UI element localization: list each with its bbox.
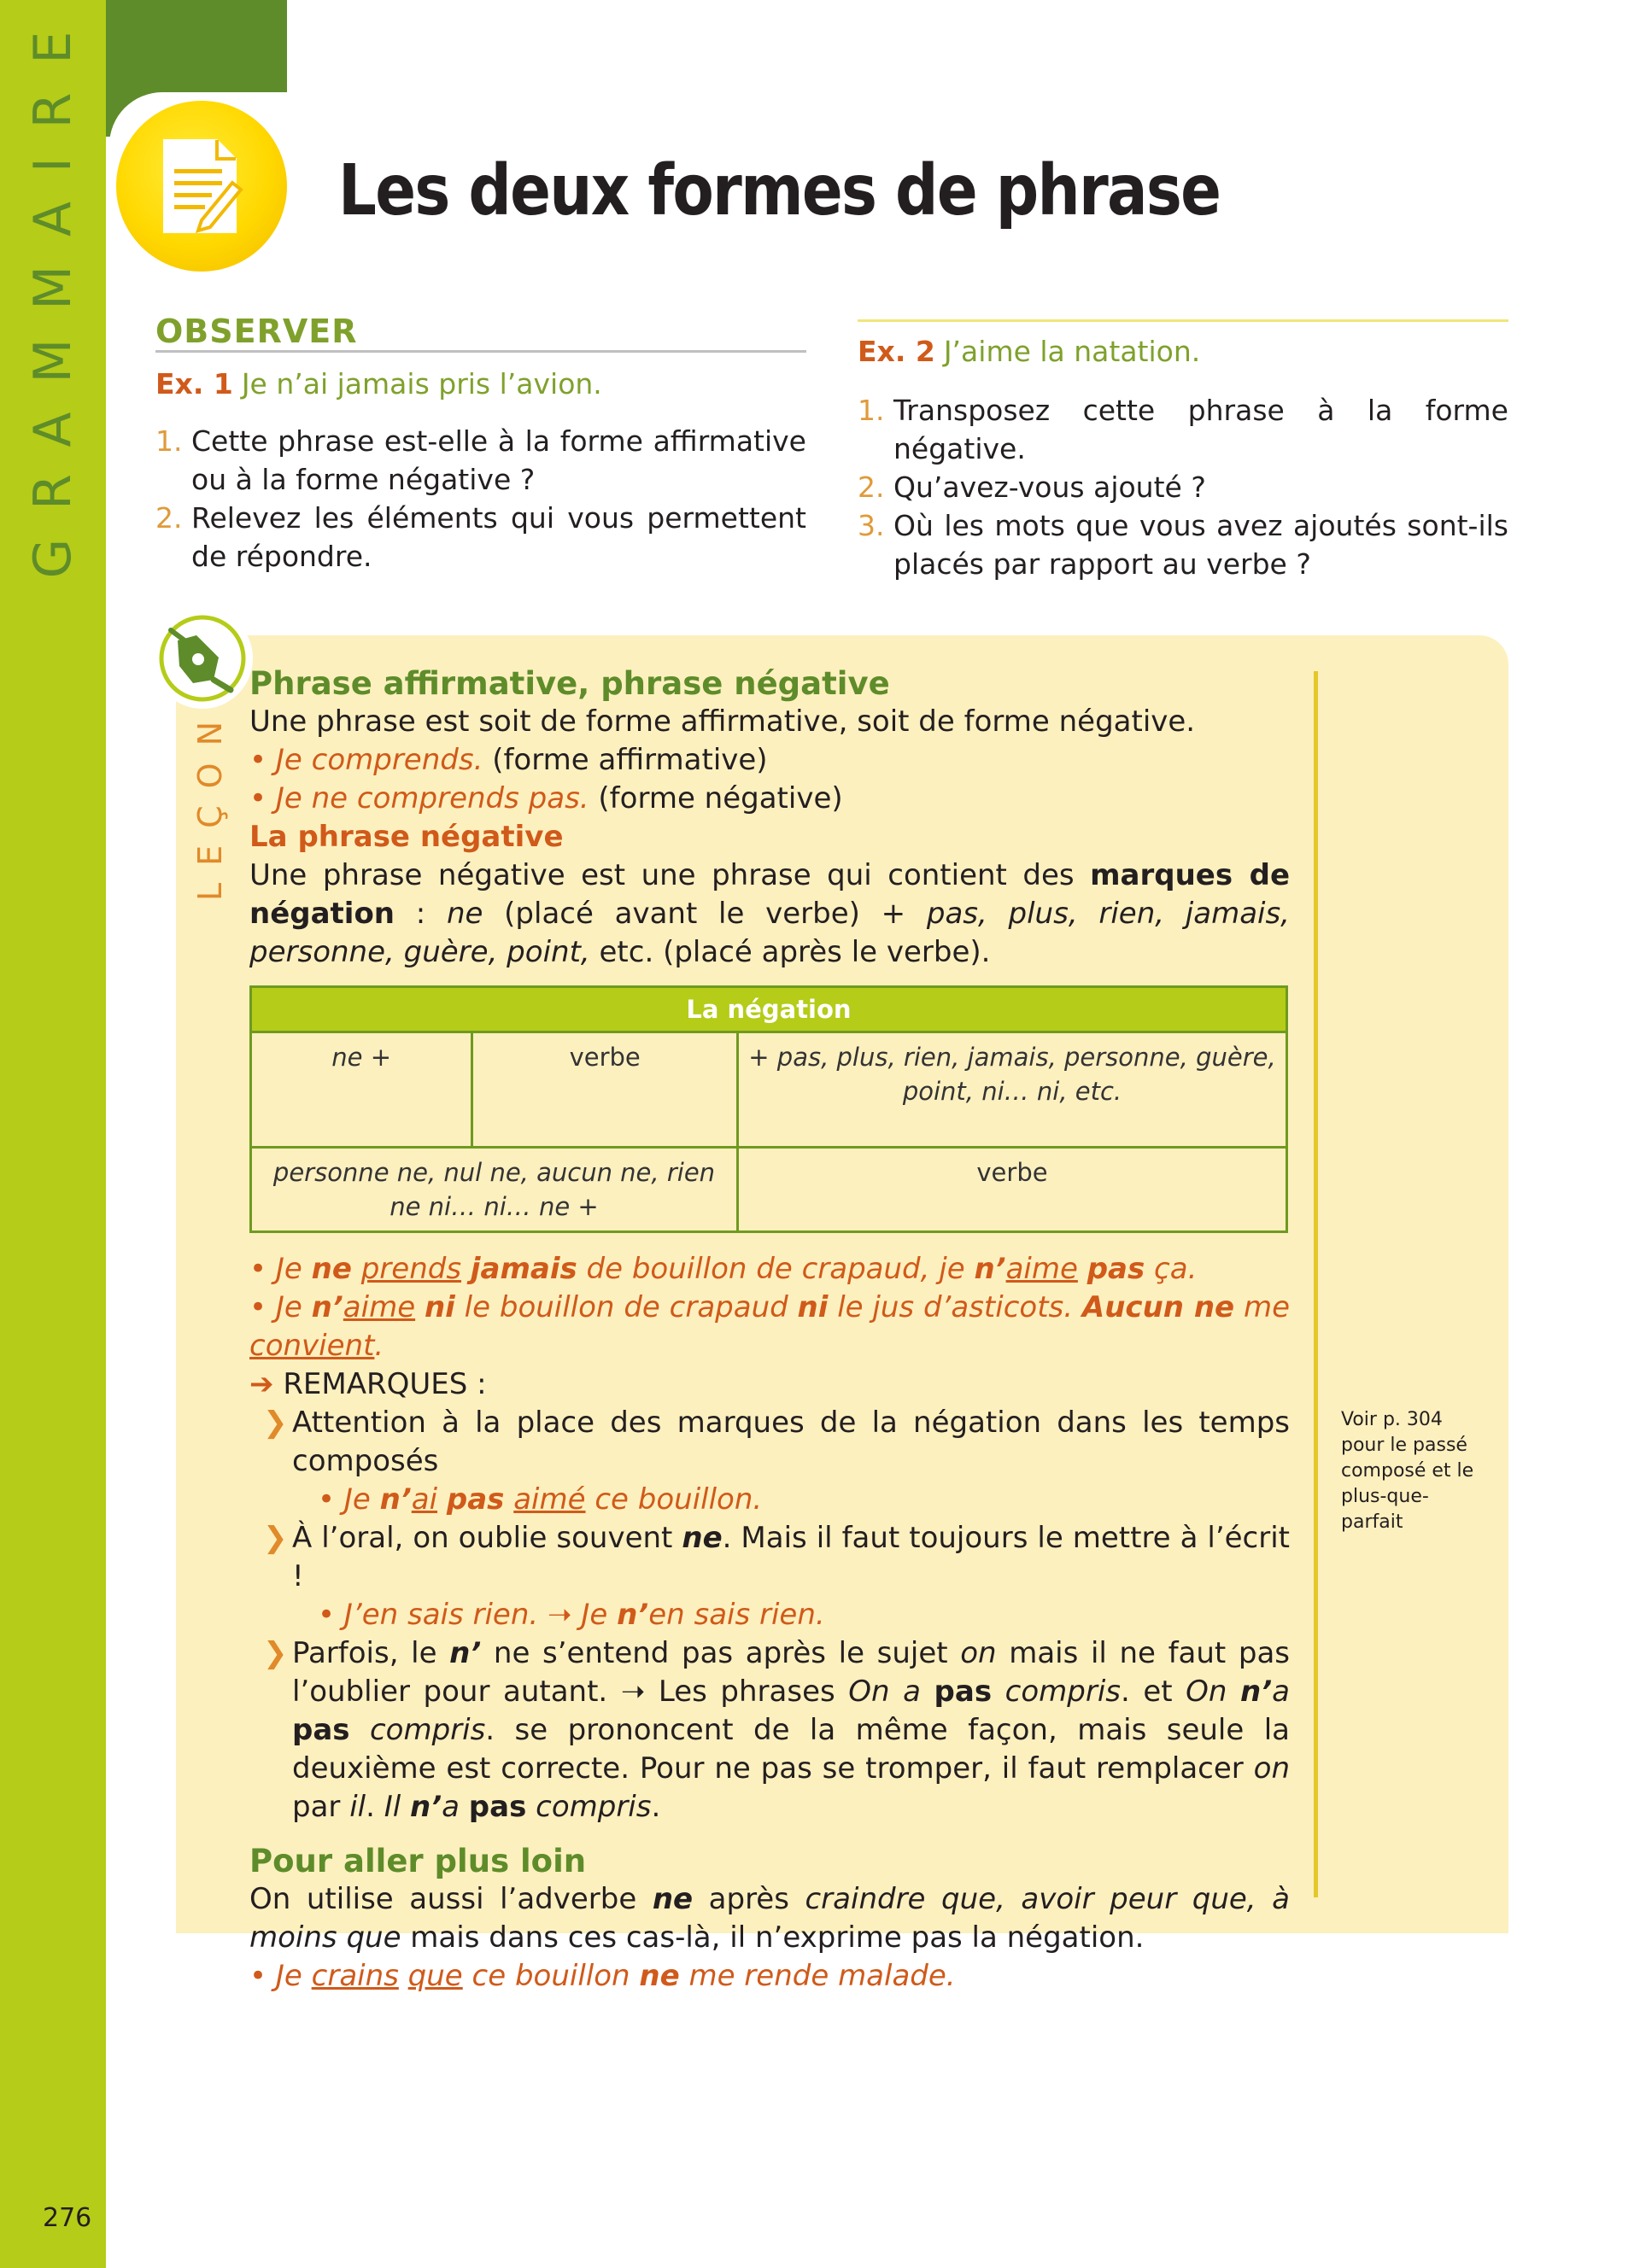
remarks-heading: ➔ REMARQUES :	[249, 1367, 487, 1401]
section-label: GRAMMAIRE	[23, 2, 83, 579]
example-text: Je ne comprends pas.	[275, 781, 589, 815]
lesson-heading-3: Pour aller plus loin	[249, 1843, 587, 1879]
question-number: 2.	[155, 501, 183, 535]
ex2-number: Ex. 2	[858, 335, 935, 368]
pen-nib-icon	[159, 615, 246, 702]
chevron-right-icon: ❯	[263, 1521, 288, 1555]
list-item	[155, 499, 806, 576]
ex2-sentence: J’aime la natation.	[943, 335, 1201, 368]
example-note: (forme négative)	[598, 781, 843, 815]
remark-1: ❯ Attention à la place des marques de la négation dans les temps composés • Je n’ai pas aimé ce bouillon.	[249, 1404, 1290, 1519]
table-cell: personne ne, nul ne, aucun ne, rien ne ni… ni… ne +	[251, 1148, 738, 1232]
question-number: 2.	[858, 471, 885, 504]
observer-heading: OBSERVER	[155, 313, 358, 350]
arrow-right-icon: ➔	[249, 1367, 274, 1401]
negation-table	[249, 985, 1288, 1233]
lesson-heading-2: La phrase négative	[249, 820, 564, 854]
question-text: Relevez les éléments qui vous permettent de répondre.	[191, 501, 806, 573]
remark-2: ❯ À l’oral, on oublie souvent ne. Mais il faut toujours le mettre à l’écrit ! • J’en sais rien. ➝ Je n’en sais rien.	[249, 1519, 1290, 1634]
example-affirmative: • Je comprends. (forme affirmative)	[249, 743, 768, 777]
table-cell: verbe	[737, 1148, 1286, 1232]
list-item	[858, 468, 1508, 506]
side-note: Voir p. 304 pour le passé composé et le plus-que-parfait	[1341, 1409, 1474, 1533]
example-note: (forme affirmative)	[492, 743, 768, 777]
remark-example: • J’en sais rien. ➝ Je n’en sais rien.	[318, 1598, 825, 1632]
table-row	[251, 1032, 1287, 1148]
example-negative: • Je ne comprends pas. (forme négative)	[249, 781, 843, 815]
table-header: La négation	[251, 987, 1287, 1032]
question-text: Cette phrase est-elle à la forme affirmative ou à la forme négative ?	[191, 424, 806, 496]
example-text: Je comprends.	[275, 743, 483, 777]
lesson-label: LEÇON	[191, 704, 229, 902]
remark-example: • Je n’ai pas aimé ce bouillon.	[318, 1482, 763, 1517]
page-number: 276	[43, 2203, 92, 2233]
lesson-content	[249, 664, 1290, 1996]
ex1-heading	[155, 367, 602, 400]
list-item	[858, 506, 1508, 583]
remark-3: ❯ Parfois, le n’ ne s’entend pas après le sujet on mais il ne faut pas l’oublier pour autant. ➝ Les phrases On a pas compris. et On n’a pas compris. se prononcent de la même façon, mais seule la deuxième est correcte. Pour ne pas se tromper, il faut remplacer on par il. Il n’a pas compris.	[263, 1636, 1291, 1824]
document-pencil-icon	[157, 135, 246, 237]
ex2-heading	[858, 335, 1200, 368]
further-example: • Je crains que ce bouillon ne me rende malade.	[249, 1959, 956, 1993]
ex2-questions	[858, 391, 1508, 583]
page-title: Les deux formes de phrase	[338, 150, 1221, 231]
table-cell: verbe	[472, 1032, 738, 1148]
question-text: Qu’avez-vous ajouté ?	[893, 471, 1206, 504]
ex1-sentence: Je n’ai jamais pris l’avion.	[241, 367, 602, 400]
question-text: Où les mots que vous avez ajoutés sont-ils placés par rapport au verbe ?	[893, 509, 1508, 581]
observer-divider	[155, 350, 806, 353]
lesson-heading-1: Phrase affirmative, phrase négative	[249, 665, 890, 702]
chevron-right-icon: ❯	[263, 1406, 288, 1440]
question-text: Transposez cette phrase à la forme négative.	[893, 394, 1508, 465]
example-sentence-2: • Je n’aime ni le bouillon de crapaud ni le jus d’asticots. Aucun ne me convient.	[249, 1290, 1290, 1363]
ex2-divider	[858, 319, 1508, 322]
chevron-right-icon: ❯	[263, 1636, 288, 1670]
ex1-questions	[155, 422, 806, 576]
table-cell: + pas, plus, rien, jamais, personne, guère, point, ni… ni, etc.	[737, 1032, 1286, 1148]
question-number: 1.	[155, 424, 183, 458]
lesson-intro: Une phrase est soit de forme affirmative, soit de forme négative.	[249, 704, 1196, 739]
list-item	[858, 391, 1508, 468]
question-number: 3.	[858, 509, 885, 542]
example-sentence-1: • Je ne prends jamais de bouillon de crapaud, je n’aime pas ça.	[249, 1252, 1198, 1286]
table-row	[251, 1148, 1287, 1232]
table-cell: ne +	[251, 1032, 472, 1148]
negation-definition: Une phrase négative est une phrase qui contient des marques de négation : ne (placé avant le verbe) + pas, plus, rien, jamais, personne, guère, point, etc. (placé après le verbe).	[249, 858, 1290, 969]
lesson-margin-rule	[1314, 671, 1318, 1897]
further-text: On utilise aussi l’adverbe ne après craindre que, avoir peur que, à moins que mais dans ces cas-là, il n’exprime pas la négation.	[249, 1882, 1290, 1955]
list-item	[155, 422, 806, 499]
ex1-number: Ex. 1	[155, 367, 233, 400]
question-number: 1.	[858, 394, 885, 427]
